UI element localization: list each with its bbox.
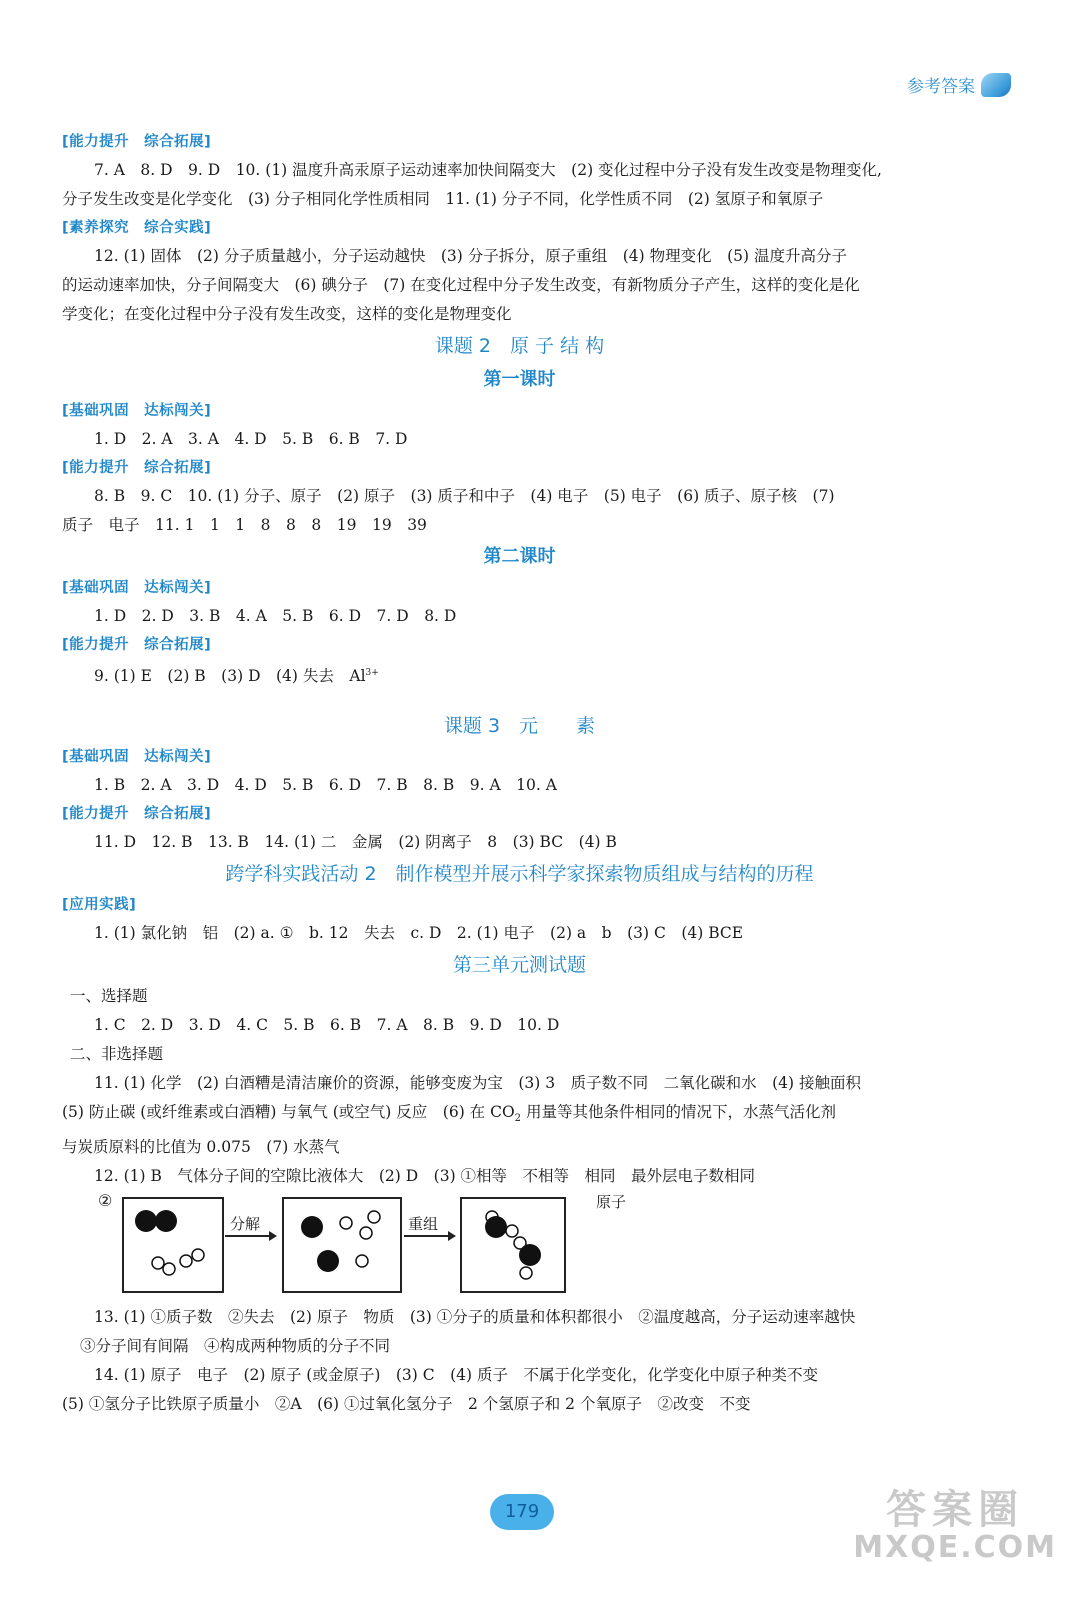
- topic3-title: 课题 3 元 素: [443, 715, 596, 738]
- answer-line: 12. (1) 固体 (2) 分子质量越小，分子运动越快 (3) 分子拆分，原子重组 (4) 物理变化 (5) 温度升高分子: [94, 247, 847, 265]
- answer-text: (5) 防止碳 (或纤维素或白酒糟) 与氧气 (或空气) 反应 (6) 在 CO: [62, 1103, 515, 1122]
- answer-line: 1. D 2. D 3. B 4. A 5. B 6. D 7. D 8. D: [94, 607, 457, 625]
- molecule-diagram: [62, 1191, 977, 1303]
- answer-text: 9. (1) E (2) B (3) D (4) 失去 Al: [94, 667, 366, 686]
- tag-ability: [能力提升 综合拓展]: [62, 806, 212, 823]
- arrow-icon: [404, 1235, 454, 1237]
- decompose-label: 分解: [230, 1215, 261, 1234]
- tag-apply: [应用实践]: [62, 897, 137, 914]
- header-mark: [907, 72, 1011, 97]
- answer-line: 学变化；在变化过程中分子没有发生改变，这样的变化是物理变化: [62, 305, 512, 323]
- header-title: 参考答案: [907, 77, 975, 97]
- atom-label: 原子: [596, 1193, 627, 1212]
- answer-content: [62, 128, 977, 1419]
- answer-line: [62, 1098, 977, 1133]
- answer-line: 1. B 2. A 3. D 4. D 5. B 6. D 7. B 8. B 9. A 10. A: [94, 776, 557, 795]
- watermark-url: MXQE.COM: [853, 1530, 1057, 1565]
- charge-superscript: 3+: [365, 668, 379, 678]
- answer-text: 用量等其他条件相同的情况下，水蒸气活化剂: [521, 1103, 836, 1122]
- topic2-title: 课题 2 原 子 结 构: [434, 335, 605, 357]
- tag-basic: [基础巩固 达标闯关]: [62, 749, 212, 766]
- answer-line: 质子 电子 11. 1 1 1 8 8 8 19 19 39: [62, 516, 427, 534]
- part-title: 二、非选择题: [70, 1045, 164, 1064]
- molecule-box-before: [122, 1197, 224, 1293]
- answer-line: 与炭质原料的比值为 0.075 (7) 水蒸气: [62, 1138, 340, 1157]
- tag-basic: [基础巩固 达标闯关]: [62, 580, 212, 596]
- lesson2-title: 第二课时: [483, 546, 556, 567]
- header-gem-icon: [981, 73, 1011, 97]
- answer-line: 11. D 12. B 13. B 14. (1) 二 金属 (2) 阴离子 8 (3) BC (4) B: [94, 833, 617, 852]
- answer-line: 1. D 2. A 3. A 4. D 5. B 6. B 7. D: [94, 430, 408, 448]
- part-title: 一、选择题: [70, 987, 148, 1006]
- subscript: 2: [514, 1113, 522, 1125]
- answer-line: 12. (1) B 气体分子间的空隙比液体大 (2) D (3) ①相等 不相等 相同 最外层电子数相同: [94, 1167, 756, 1186]
- answer-line: (5) ①氢分子比铁原子质量小 ②A (6) ①过氧化氢分子 2 个氢原子和 2 个氧原子 ②改变 不变: [62, 1395, 751, 1414]
- answer-line: 8. B 9. C 10. (1) 分子、原子 (2) 原子 (3) 质子和中子 (4) 电子 (5) 电子 (6) 质子、原子核 (7): [94, 487, 835, 505]
- lesson1-title: 第一课时: [483, 369, 556, 390]
- answer-line: [62, 659, 977, 691]
- molecule-box-after: [460, 1197, 566, 1293]
- watermark: [853, 1488, 1057, 1564]
- unit-test-title: 第三单元测试题: [452, 954, 586, 977]
- page-number: 179: [490, 1494, 554, 1530]
- tag-literacy: [素养探究 综合实践]: [62, 220, 212, 236]
- tag-ability: [能力提升 综合拓展]: [62, 460, 212, 476]
- answer-line: 1. (1) 氯化钠 铝 (2) a. ① b. 12 失去 c. D 2. (1) 电子 (2) a b (3) C (4) BCE: [94, 924, 744, 943]
- answer-line: ③分子间有间隔 ④构成两种物质的分子不同: [80, 1337, 391, 1356]
- molecule-box-middle: [282, 1197, 402, 1293]
- answer-line: 分子发生改变是化学变化 (3) 分子相同化学性质相同 11. (1) 分子不同，化学性质不同 (2) 氢原子和氧原子: [62, 190, 824, 208]
- answer-line: 11. (1) 化学 (2) 白酒糟是清洁廉价的资源，能够变废为宝 (3) 3 质子数不同 二氧化碳和水 (4) 接触面积: [94, 1074, 861, 1093]
- arrow-icon: [225, 1235, 275, 1237]
- answer-line: 的运动速率加快，分子间隔变大 (6) 碘分子 (7) 在变化过程中分子发生改变，有新物质分子产生，这样的变化是化: [62, 276, 860, 294]
- tag-ability: [能力提升 综合拓展]: [62, 134, 212, 150]
- watermark-logo: 答案圈: [886, 1487, 1025, 1533]
- answer-line: 7. A 8. D 9. D 10. (1) 温度升高汞原子运动速率加快间隔变大 (2) 变化过程中分子没有发生改变是物理变化,: [94, 161, 882, 179]
- answer-line: 1. C 2. D 3. D 4. C 5. B 6. B 7. A 8. B 9. D 10. D: [94, 1016, 560, 1035]
- diagram-number: ②: [98, 1191, 113, 1211]
- activity-title: 跨学科实践活动 2 制作模型并展示科学家探索物质组成与结构的历程: [225, 863, 814, 886]
- recombine-label: 重组: [408, 1215, 439, 1234]
- answer-line: 13. (1) ①质子数 ②失去 (2) 原子 物质 (3) ①分子的质量和体积都很小 ②温度越高，分子运动速率越快: [94, 1308, 856, 1327]
- tag-ability: [能力提升 综合拓展]: [62, 637, 212, 653]
- answer-line: 14. (1) 原子 电子 (2) 原子 (或金原子) (3) C (4) 质子 不属于化学变化，化学变化中原子种类不变: [94, 1366, 818, 1385]
- tag-basic: [基础巩固 达标闯关]: [62, 403, 212, 419]
